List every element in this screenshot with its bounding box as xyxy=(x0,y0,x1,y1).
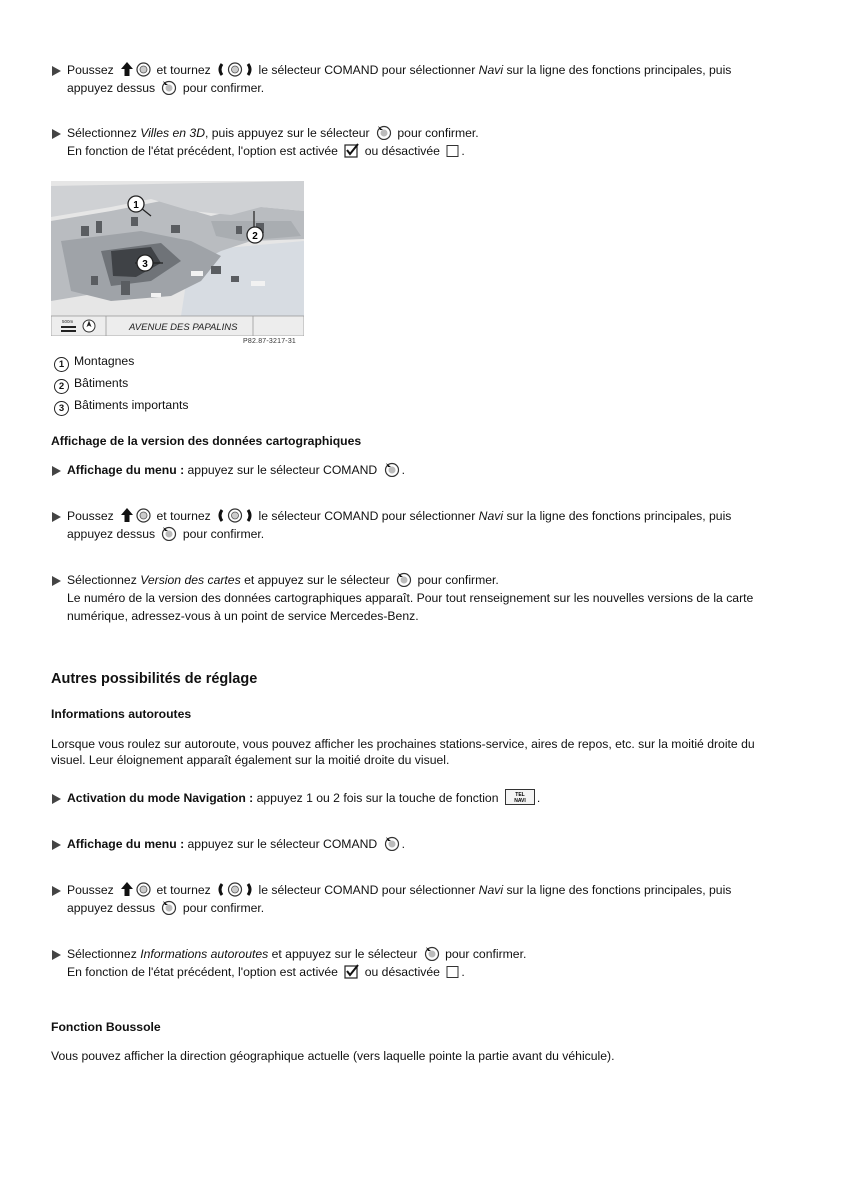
callout-3 xyxy=(137,255,153,271)
bullet-arrow-icon xyxy=(52,66,61,76)
callout-1 xyxy=(128,196,144,212)
instruction-step: Poussez et tournez le sélecteur COMAND pour sélectionner Navi sur la ligne des fonctions principales, puis appuyez dessus pour confirmer. xyxy=(51,61,827,97)
controller-knob-icon xyxy=(136,508,151,523)
legend-label: Bâtiments importants xyxy=(74,398,189,412)
instruction-step: Activation du mode Navigation : appuyez 1 ou 2 fois sur la touche de fonction TEL NAVI . xyxy=(51,789,827,807)
rotate-knob-icon xyxy=(217,62,253,77)
legend-item xyxy=(54,397,188,416)
press-knob-icon xyxy=(376,125,392,140)
instruction-step: Sélectionnez Villes en 3D, puis appuyez sur le sélecteur pour confirmer. En fonction de l'état précédent, l'option est activée ou désactivée . xyxy=(51,124,827,160)
paragraph: Vous pouvez afficher la direction géographique actuelle (vers laquelle pointe la partie avant du véhicule). xyxy=(51,1049,615,1063)
press-knob-icon xyxy=(161,900,177,915)
instruction-step: Sélectionnez Version des cartes et appuyez sur le sélecteur pour confirmer. Le numéro de la version des données cartographiques apparaît. Pour tout renseignement sur les nouvelles versions de la carte numérique, adressez-vous à un point de service Mercedes-Benz. xyxy=(51,571,827,625)
press-knob-icon xyxy=(161,80,177,95)
press-knob-icon xyxy=(384,462,400,477)
bullet-arrow-icon xyxy=(52,950,61,960)
bullet-arrow-icon xyxy=(52,886,61,896)
legend-number: 3 xyxy=(54,401,69,416)
svg-text:NAVI: NAVI xyxy=(514,798,526,804)
press-knob-icon xyxy=(384,836,400,851)
push-up-arrow-icon xyxy=(120,508,134,523)
checkbox-unchecked-icon xyxy=(446,965,459,979)
press-knob-icon xyxy=(396,572,412,587)
instruction-step: Poussez et tournez le sélecteur COMAND pour sélectionner Navi sur la ligne des fonctions principales, puis appuyez dessus pour confirmer. xyxy=(51,881,827,917)
svg-text:1: 1 xyxy=(133,200,139,211)
controller-knob-icon xyxy=(136,62,151,77)
rotate-knob-icon xyxy=(217,508,253,523)
svg-text:2: 2 xyxy=(252,231,258,242)
map-image xyxy=(51,181,304,336)
legend-number: 1 xyxy=(54,357,69,372)
press-knob-icon xyxy=(161,526,177,541)
legend-item xyxy=(54,353,134,372)
subsection-heading: Informations autoroutes xyxy=(51,707,192,721)
press-knob-icon xyxy=(424,946,440,961)
instruction-step: Sélectionnez Informations autoroutes et appuyez sur le sélecteur pour confirmer. En fonction de l'état précédent, l'option est activée ou désactivée . xyxy=(51,945,827,981)
svg-text:TEL: TEL xyxy=(515,792,525,798)
push-up-arrow-icon xyxy=(120,62,134,77)
instruction-step: Poussez et tournez le sélecteur COMAND pour sélectionner Navi sur la ligne des fonctions principales, puis appuyez dessus pour confirmer. xyxy=(51,507,827,543)
legend-number: 2 xyxy=(54,379,69,394)
figure-caption: P82.87-3217-31 xyxy=(243,338,297,345)
subsection-heading: Fonction Boussole xyxy=(51,1020,161,1034)
bullet-arrow-icon xyxy=(52,512,61,522)
legend-item xyxy=(54,375,128,394)
bullet-arrow-icon xyxy=(52,576,61,586)
svg-text:3: 3 xyxy=(142,259,148,270)
checkbox-checked-icon xyxy=(344,964,359,979)
tel-navi-key-icon xyxy=(505,789,535,805)
map-scale-label: 500m xyxy=(62,319,74,324)
legend-label: Bâtiments xyxy=(74,376,129,390)
paragraph: Lorsque vous roulez sur autoroute, vous pouvez afficher les prochaines stations-service, aires de repos, etc. sur la moitié droite du visuel. Leur éloignement apparaît également sur la moitié droite du visuel. xyxy=(51,737,755,767)
push-up-arrow-icon xyxy=(120,882,134,897)
instruction-step: Affichage du menu : appuyez sur le sélecteur COMAND . xyxy=(51,835,827,853)
instruction-step: Affichage du menu : appuyez sur le sélecteur COMAND . xyxy=(51,461,827,479)
map-street-name: AVENUE DES PAPALINS xyxy=(129,322,238,333)
checkbox-checked-icon xyxy=(344,143,359,158)
rotate-knob-icon xyxy=(217,882,253,897)
city-3d-map-figure xyxy=(51,181,304,336)
section-title: Autres possibilités de réglage xyxy=(51,671,258,687)
bullet-arrow-icon xyxy=(52,466,61,476)
callout-2 xyxy=(247,227,263,243)
bullet-arrow-icon xyxy=(52,794,61,804)
legend-label: Montagnes xyxy=(74,354,135,368)
bullet-arrow-icon xyxy=(52,129,61,139)
bullet-arrow-icon xyxy=(52,840,61,850)
controller-knob-icon xyxy=(136,882,151,897)
checkbox-unchecked-icon xyxy=(446,144,459,158)
section-heading: Affichage de la version des données cartographiques xyxy=(51,434,362,448)
